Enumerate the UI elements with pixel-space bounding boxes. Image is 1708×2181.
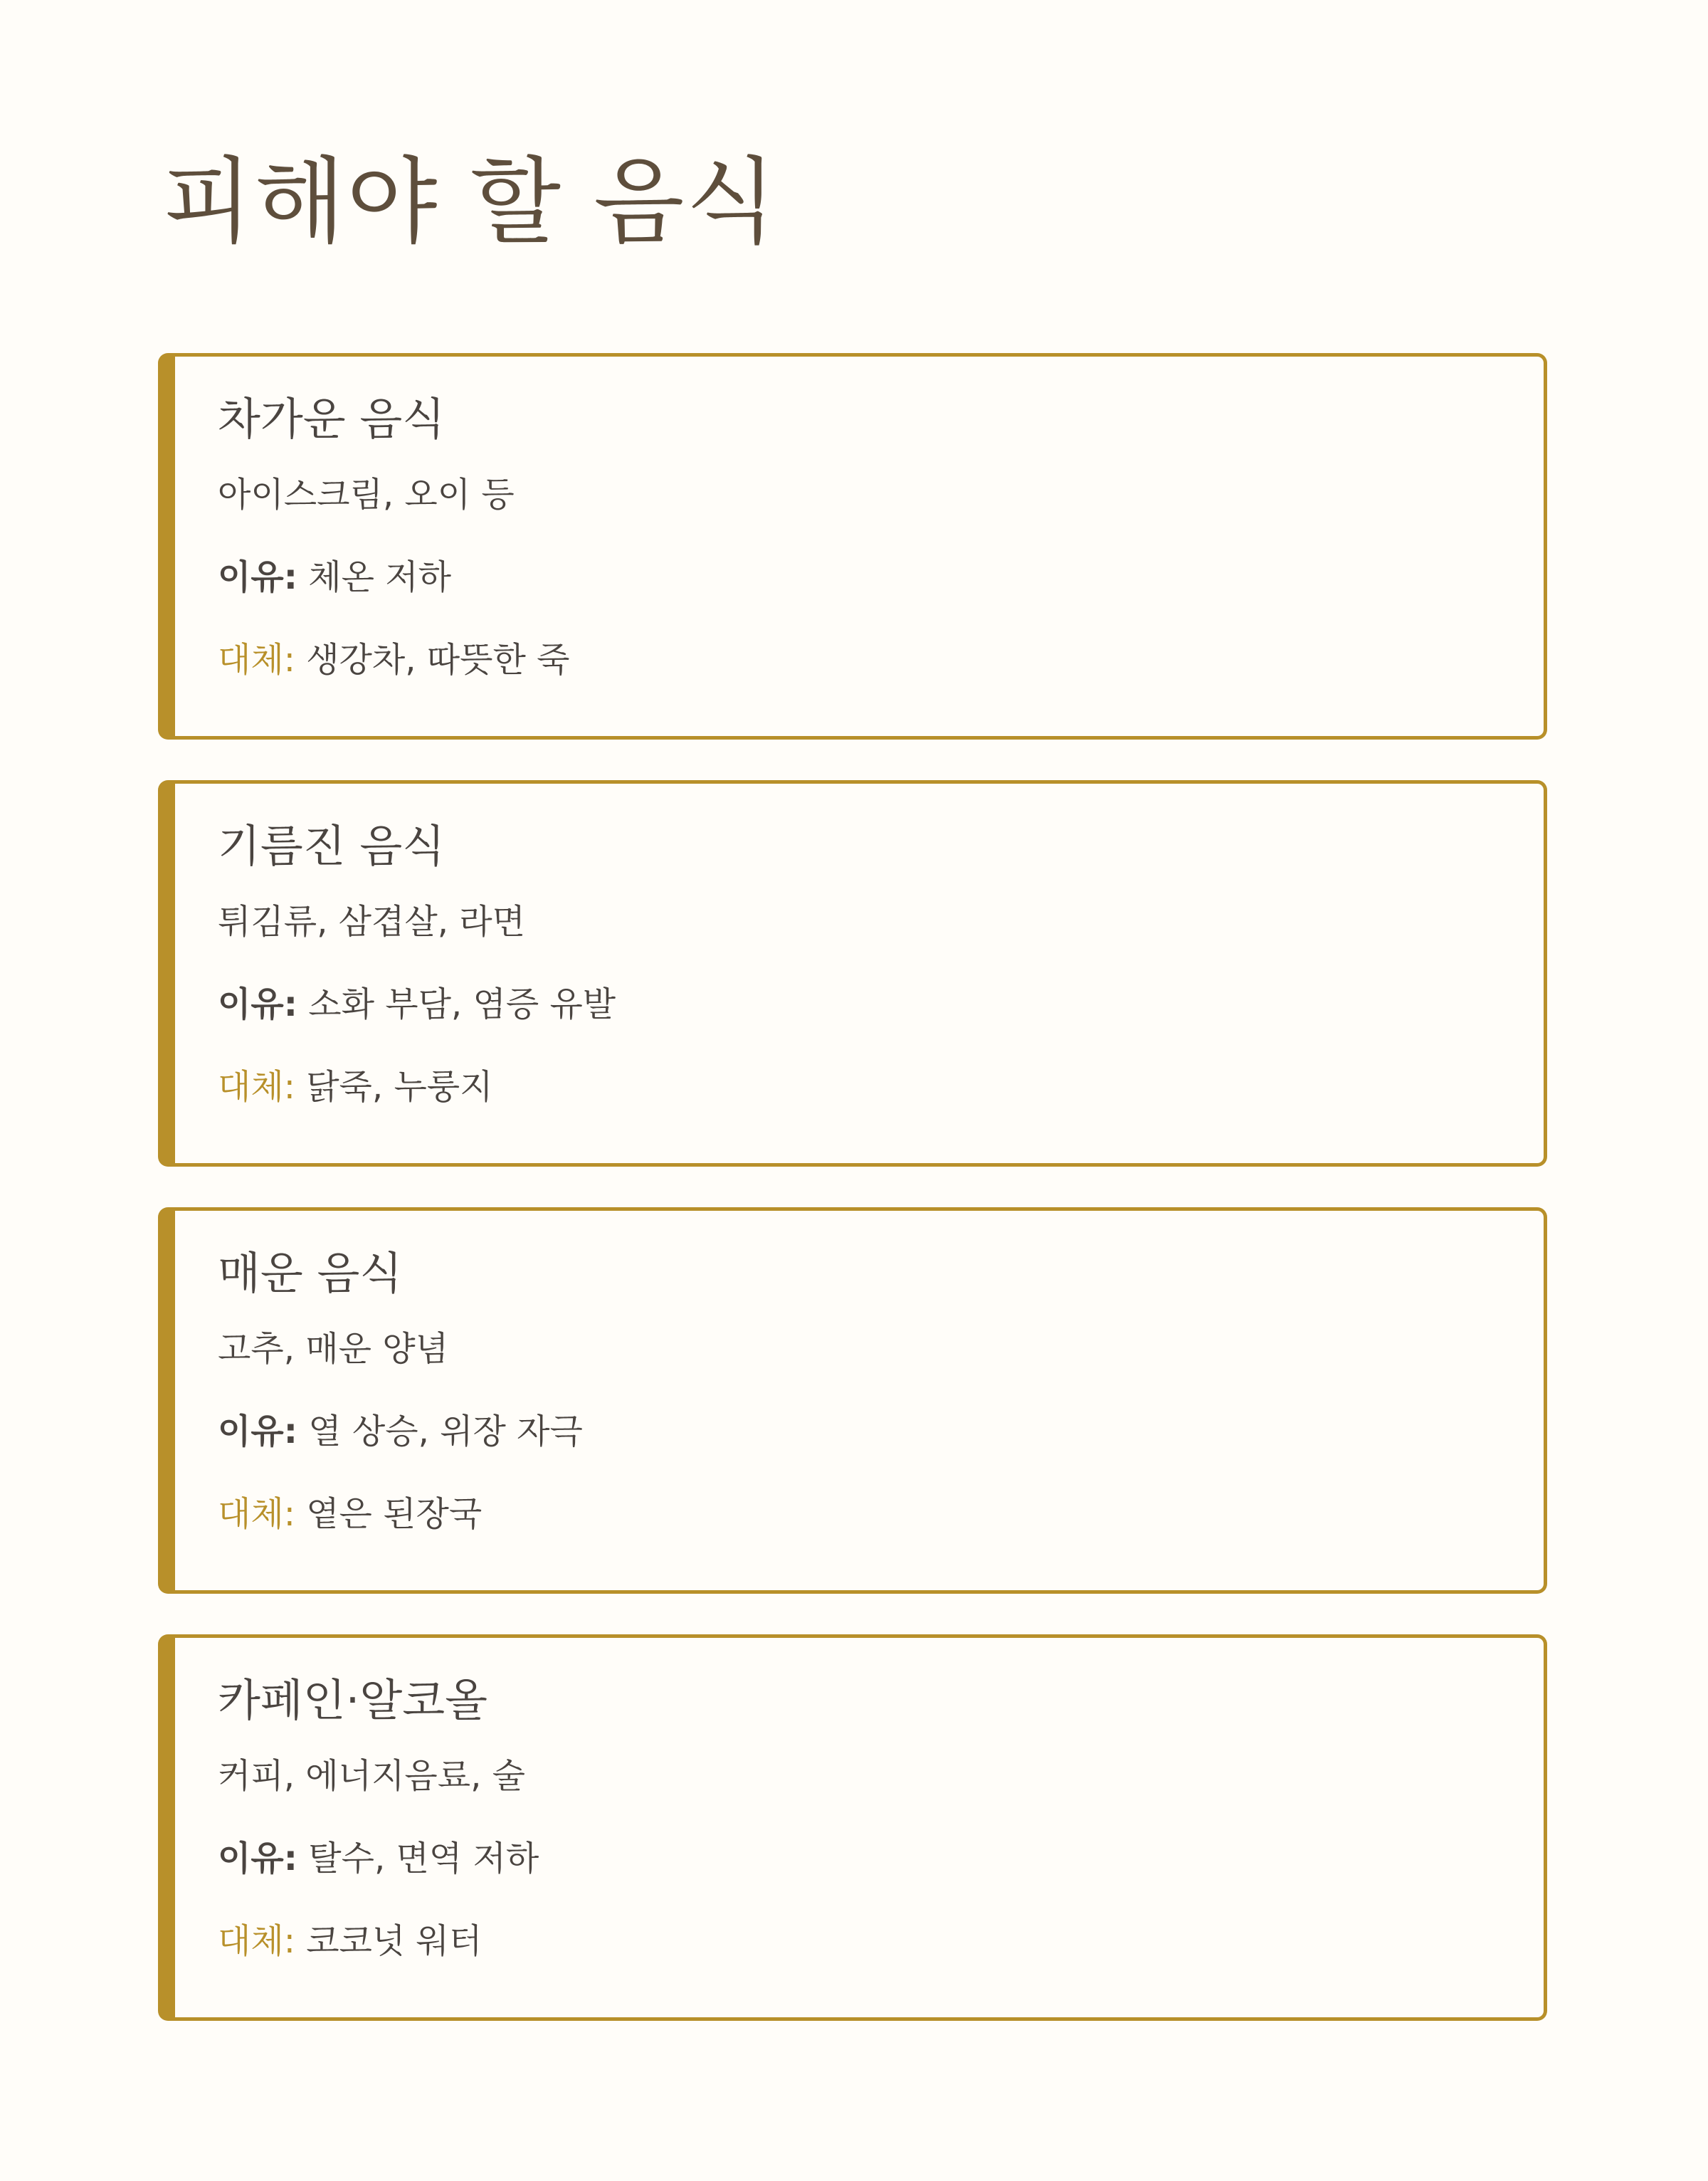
alternative-text: 생강차, 따뜻한 죽 [306, 640, 570, 680]
card-title: 기름진 음식 [218, 820, 446, 872]
page-title: 피해야 할 음식 [162, 147, 778, 257]
card-alternative [218, 1493, 1544, 1535]
reason-label: 이유: [218, 984, 297, 1024]
card-alternative [218, 1066, 1544, 1108]
reason-text: 탈수, 면역 저하 [308, 1839, 539, 1878]
card-examples: 고추, 매운 양념 [218, 1329, 448, 1369]
food-card-list [158, 353, 1547, 2061]
alternative-text: 코코넛 워터 [306, 1921, 483, 1961]
alternative-label: 대체: [218, 1067, 295, 1107]
card-reason [218, 983, 1544, 1026]
alternative-text: 닭죽, 누룽지 [306, 1067, 493, 1107]
food-card [158, 1207, 1547, 1594]
card-title: 매운 음식 [218, 1247, 403, 1299]
card-alternative [218, 638, 1544, 681]
reason-label: 이유: [218, 557, 297, 597]
card-title: 차가운 음식 [218, 393, 446, 445]
reason-text: 체온 저하 [308, 557, 451, 597]
alternative-label: 대체: [218, 1494, 295, 1534]
card-examples: 튀김류, 삼겹살, 라면 [218, 902, 525, 942]
reason-label: 이유: [218, 1412, 297, 1451]
alternative-text: 옅은 된장국 [306, 1494, 483, 1534]
card-reason [218, 1410, 1544, 1453]
reason-text: 소화 부담, 염증 유발 [308, 984, 616, 1024]
card-alternative [218, 1920, 1544, 1962]
card-reason [218, 1837, 1544, 1880]
alternative-label: 대체: [218, 640, 295, 680]
reason-label: 이유: [218, 1839, 297, 1878]
card-examples: 커피, 에너지음료, 술 [218, 1756, 525, 1796]
card-examples: 아이스크림, 오이 등 [218, 475, 515, 515]
card-title: 카페인·알코올 [218, 1674, 488, 1726]
reason-text: 열 상승, 위장 자극 [308, 1412, 583, 1451]
food-card [158, 780, 1547, 1167]
food-card [158, 353, 1547, 740]
food-card [158, 1634, 1547, 2021]
card-reason [218, 556, 1544, 599]
alternative-label: 대체: [218, 1921, 295, 1961]
